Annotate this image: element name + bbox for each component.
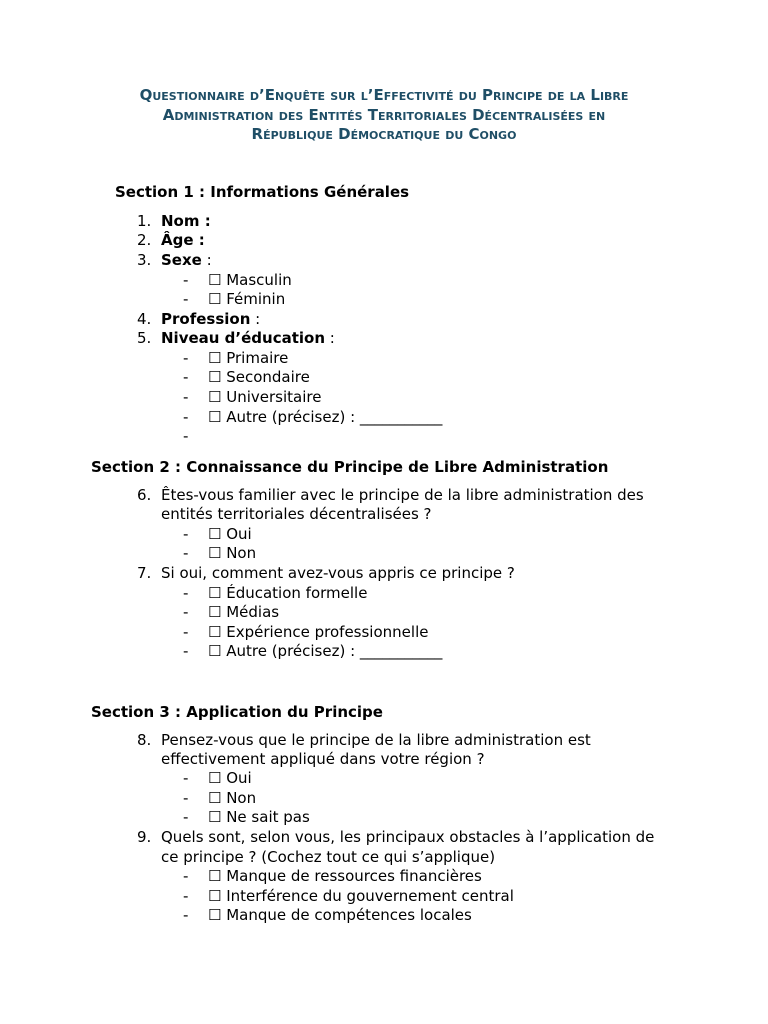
bullet-dash: -	[183, 769, 189, 787]
checkbox-option[interactable]: ☐ Primaire	[208, 349, 289, 367]
checkbox-option[interactable]: ☐ Expérience professionnelle	[208, 623, 429, 641]
question-number: 2.	[137, 231, 152, 249]
checkbox-option[interactable]: ☐ Non	[208, 789, 257, 807]
question-number: 7.	[137, 564, 152, 582]
section-2-heading: Section 2 : Connaissance du Principe de Libre Administration	[91, 458, 609, 476]
bullet-dash: -	[183, 427, 189, 445]
checkbox-option[interactable]: ☐ Autre (précisez) : ___________	[208, 408, 443, 426]
bullet-dash: -	[183, 584, 189, 602]
bullet-dash: -	[183, 388, 189, 406]
checkbox-option[interactable]: ☐ Universitaire	[208, 388, 322, 406]
bullet-dash: -	[183, 408, 189, 426]
question-text: Quels sont, selon vous, les principaux obstacles à l’application de	[161, 828, 655, 846]
bullet-dash: -	[183, 525, 189, 543]
question-text: Pensez-vous que le principe de la libre administration est	[161, 731, 591, 749]
bullet-dash: -	[183, 623, 189, 641]
bullet-dash: -	[183, 271, 189, 289]
checkbox-option[interactable]: ☐ Interférence du gouvernement central	[208, 887, 514, 905]
bullet-dash: -	[183, 789, 189, 807]
question-label: Nom :	[161, 212, 211, 230]
question-label: Niveau d’éducation	[161, 329, 326, 347]
bullet-dash: -	[183, 368, 189, 386]
checkbox-option[interactable]: ☐ Féminin	[208, 290, 286, 308]
question-text	[161, 251, 212, 271]
bullet-dash: -	[183, 906, 189, 924]
question-text: entités territoriales décentralisées ?	[161, 505, 432, 523]
checkbox-option[interactable]: ☐ Oui	[208, 525, 252, 543]
checkbox-option[interactable]: ☐ Éducation formelle	[208, 584, 368, 602]
checkbox-option[interactable]: ☐ Manque de ressources financières	[208, 867, 482, 885]
checkbox-option[interactable]: ☐ Manque de compétences locales	[208, 906, 472, 924]
bullet-dash: -	[183, 887, 189, 905]
title-line-3: République Démocratique du Congo	[251, 125, 517, 143]
title-line-2: Administration des Entités Territoriales Décentralisées en	[162, 105, 606, 124]
question-text	[161, 310, 260, 330]
checkbox-option[interactable]: ☐ Masculin	[208, 271, 292, 289]
question-number: 5.	[137, 329, 152, 347]
question-number: 8.	[137, 731, 152, 749]
question-text: Si oui, comment avez-vous appris ce principe ?	[161, 564, 515, 582]
bullet-dash: -	[183, 642, 189, 660]
question-text	[161, 329, 335, 349]
checkbox-option[interactable]: ☐ Médias	[208, 603, 280, 621]
question-number: 4.	[137, 310, 152, 328]
bullet-dash: -	[183, 290, 189, 308]
question-label: Profession	[161, 310, 251, 328]
question-suffix: :	[250, 310, 261, 328]
bullet-dash: -	[183, 867, 189, 885]
bullet-dash: -	[183, 544, 189, 562]
section-1-heading: Section 1 : Informations Générales	[115, 183, 410, 201]
question-suffix: :	[325, 329, 335, 347]
question-number: 6.	[137, 486, 152, 504]
checkbox-option[interactable]: ☐ Non	[208, 544, 257, 562]
checkbox-option[interactable]: ☐ Ne sait pas	[208, 808, 310, 826]
title-line-1: Questionnaire d’Enquête sur l’Effectivité du Principe de la Libre	[139, 86, 629, 104]
question-text: Êtes-vous familier avec le principe de la libre administration des	[161, 486, 644, 504]
bullet-dash: -	[183, 808, 189, 826]
question-label: Âge :	[161, 231, 205, 249]
question-suffix: :	[201, 251, 212, 269]
question-label: Sexe	[161, 251, 202, 269]
document-title	[60, 86, 708, 145]
question-text: ce principe ? (Cochez tout ce qui s’applique)	[161, 848, 496, 866]
bullet-dash: -	[183, 603, 189, 621]
question-number: 1.	[137, 212, 152, 230]
bullet-dash: -	[183, 349, 189, 367]
checkbox-option[interactable]: ☐ Oui	[208, 769, 252, 787]
question-text: effectivement appliqué dans votre région ?	[161, 750, 485, 768]
section-3-heading: Section 3 : Application du Principe	[91, 703, 383, 721]
question-number: 9.	[137, 828, 152, 846]
question-number: 3.	[137, 251, 152, 269]
checkbox-option[interactable]: ☐ Secondaire	[208, 368, 310, 386]
checkbox-option[interactable]: ☐ Autre (précisez) : ___________	[208, 642, 443, 660]
